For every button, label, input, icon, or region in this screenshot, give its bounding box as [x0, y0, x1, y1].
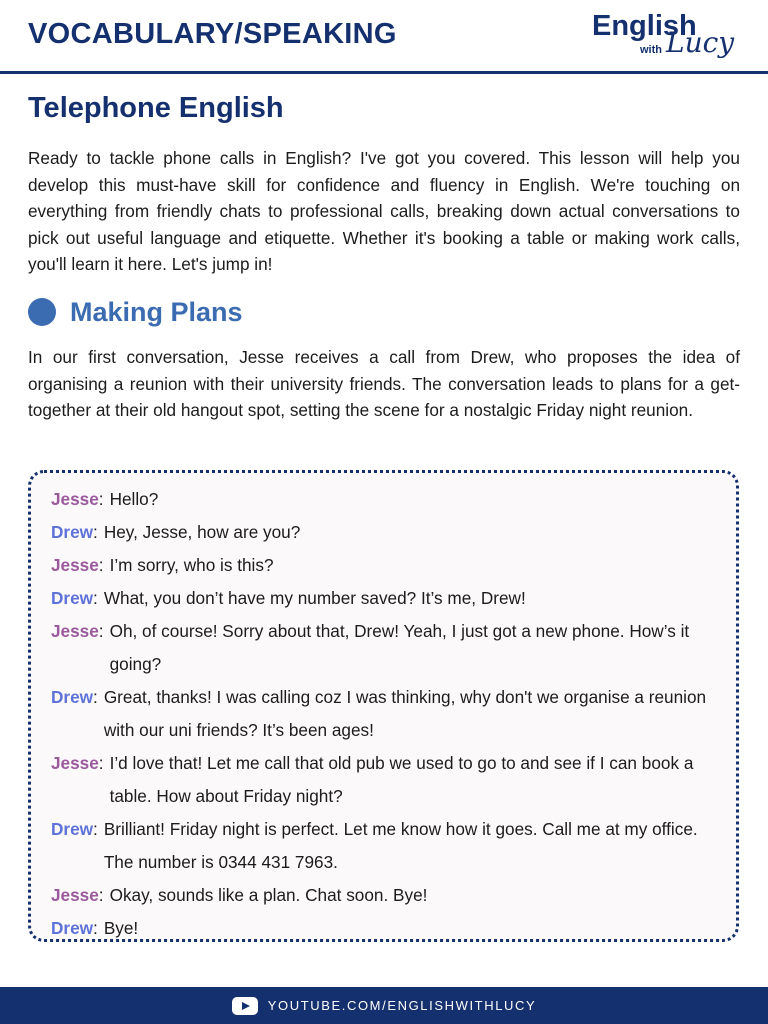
speaker-name: Drew — [51, 522, 94, 542]
logo-english-text: English — [592, 10, 697, 42]
youtube-link[interactable]: YOUTUBE.COM/ENGLISHWITHLUCY — [267, 998, 537, 1013]
dialogue-line: Jesse : I’m sorry, who is this? — [51, 549, 718, 582]
header-divider — [0, 71, 768, 74]
dialogue-line: Drew : Hey, Jesse, how are you? — [51, 516, 718, 549]
speaker-name: Jesse — [51, 489, 99, 509]
dialogue-line: Jesse : Okay, sounds like a plan. Chat soon. Bye! — [51, 879, 718, 912]
logo-with-text: with — [640, 44, 662, 56]
speaker-name: Drew — [51, 687, 94, 707]
dialogue-text: Brilliant! Friday night is perfect. Let me know how it goes. Call me at my office. The number is 0344 431 7963. — [103, 819, 698, 872]
speaker-name: Drew — [51, 819, 94, 839]
section-title: Making Plans — [70, 296, 243, 327]
speaker-name: Jesse — [51, 753, 99, 773]
speaker-name: Drew — [51, 588, 94, 608]
dialogue-text: Okay, sounds like a plan. Chat soon. Bye! — [109, 885, 428, 905]
dialogue-line: Drew : What, you don’t have my number saved? It’s me, Drew! — [51, 582, 718, 615]
dialogue-text: I’d love that! Let me call that old pub we used to go to and see if I can book a table. How about Friday night? — [109, 753, 694, 806]
section-heading — [28, 294, 243, 330]
dialogue-line: Jesse : Oh, of course! Sorry about that, Drew! Yeah, I just got a new phone. How’s it going? — [51, 615, 718, 681]
speaker-name: Jesse — [51, 621, 99, 641]
intro-paragraph: Ready to tackle phone calls in English? I've got you covered. This lesson will help you develop this must-have skill for confidence and fluency in English. We're touching on everything from friendly chats to professional calls, breaking down actual conversations to pick out useful language and etiquette. Whether it's booking a table or making work calls, you'll learn it here. Let's jump in! — [28, 148, 740, 274]
page-footer — [0, 987, 768, 1024]
speaker-name: Drew — [51, 918, 94, 938]
logo-lucy-script: Lucy — [666, 26, 735, 59]
dialogue-line: Drew : Brilliant! Friday night is perfect. Let me know how it goes. Call me at my office. The number is 0344 431 7963. — [51, 813, 718, 879]
dialogue-text: What, you don’t have my number saved? It’s me, Drew! — [103, 588, 526, 608]
page-title: Telephone English — [28, 92, 284, 124]
dialogue-line: Drew : Great, thanks! I was calling coz I was thinking, why don't we organise a reunion with our uni friends? It’s been ages! — [51, 681, 718, 747]
dialogue-text: I’m sorry, who is this? — [109, 555, 274, 575]
dialogue-text: Great, thanks! I was calling coz I was thinking, why don't we organise a reunion with our uni friends? It’s been ages! — [103, 687, 707, 740]
dialogue-text: Hello? — [109, 489, 159, 509]
category-title: VOCABULARY/SPEAKING — [28, 18, 397, 50]
speaker-name: Jesse — [51, 885, 99, 905]
english-with-lucy-logo[interactable] — [586, 10, 746, 66]
dialogue-text: Oh, of course! Sorry about that, Drew! Yeah, I just got a new phone. How’s it going? — [109, 621, 690, 674]
dialogue-text: Bye! — [103, 918, 139, 938]
section-bullet-icon — [28, 298, 56, 326]
dialogue-box — [28, 470, 739, 942]
speaker-name: Jesse — [51, 555, 99, 575]
dialogue-text: Hey, Jesse, how are you? — [103, 522, 301, 542]
dialogue-line: Drew : Bye! — [51, 912, 718, 945]
youtube-icon[interactable] — [232, 997, 258, 1015]
dialogue-line: Jesse : Hello? — [51, 483, 718, 516]
section-description: In our first conversation, Jesse receives a call from Drew, who proposes the idea of organising a reunion with their university friends. The conversation leads to plans for a get-together at their old hangout spot, setting the scene for a nostalgic Friday night reunion. — [28, 347, 740, 420]
page-header — [0, 0, 768, 72]
dialogue-line: Jesse : I’d love that! Let me call that old pub we used to go to and see if I can book a table. How about Friday night? — [51, 747, 718, 813]
